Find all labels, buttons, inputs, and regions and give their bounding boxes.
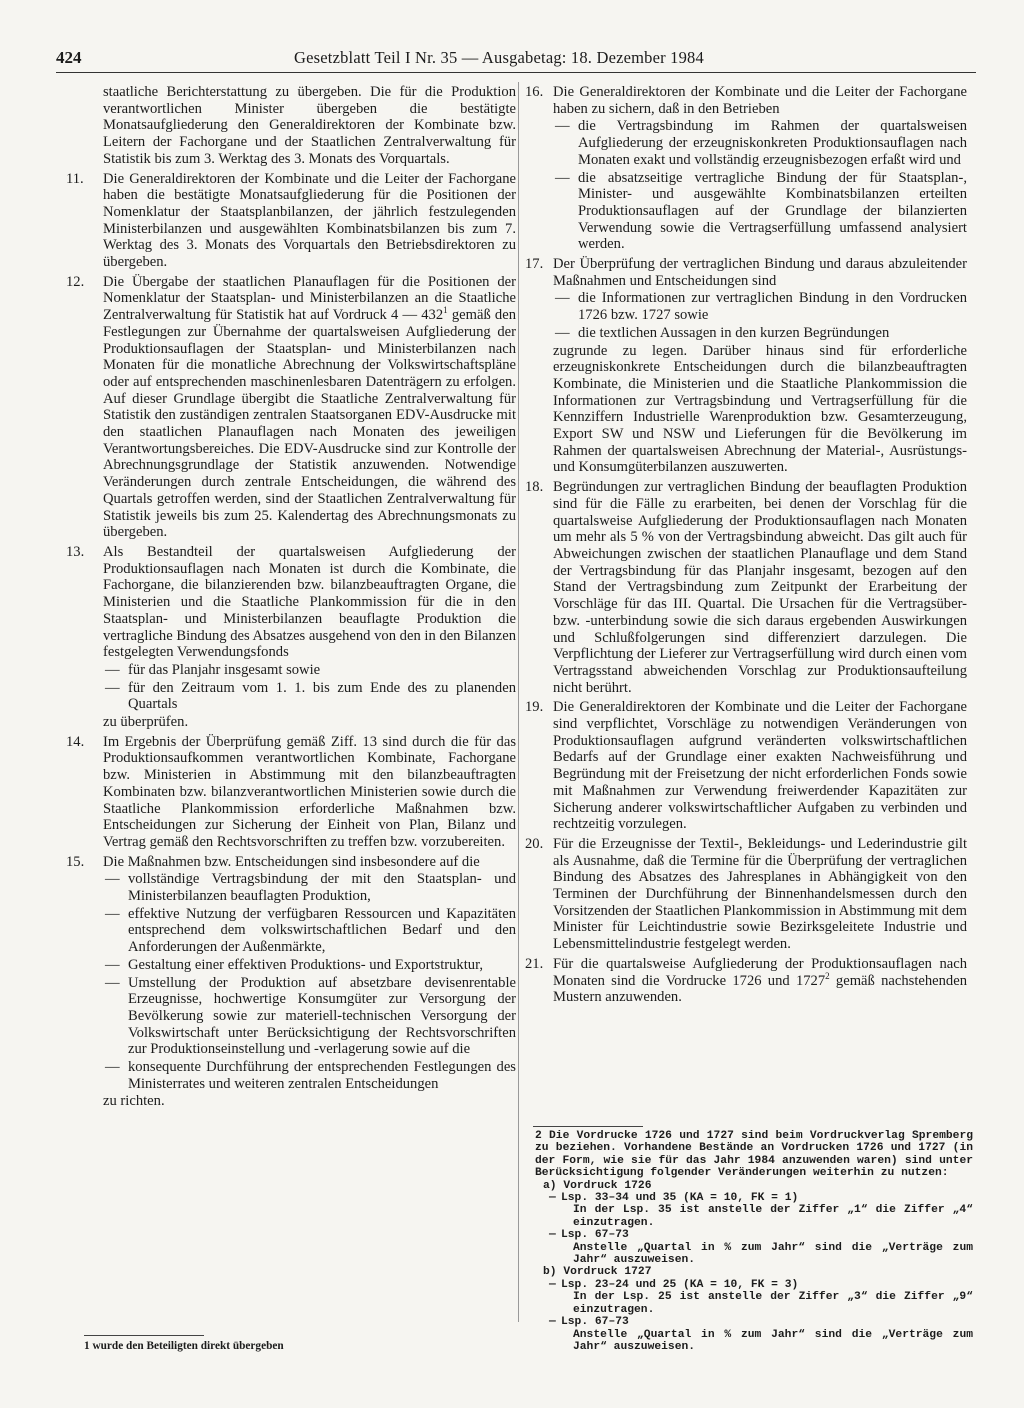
section-text: Die Generaldirektoren der Kombinate und die Leiter der Fachorgane haben die bestätigte Monatsaufgliederung für die Positionen der Nomenklatur der Staatsplanbilanzen, der jährlich festzulegenden Ministerbilanzen und ausgewählten Kombinatsbilanzen bis zum 7. Werktag des 3. Monats des Vorquartals den Betriebsdirektoren zu übergeben. bbox=[103, 170, 516, 271]
section-text: Die Übergabe der staatlichen Planauflagen für die Positionen der Nomenklatur der Staatsplan- und Ministerbilanzen an die Staatliche Zentralverwaltung für Statistik hat auf Vordruck 4 — 432 bbox=[103, 273, 516, 324]
section-number: 13. bbox=[66, 543, 85, 560]
dash-item: — für den Zeitraum vom 1. 1. bis zum Ende des zu planenden Quartals bbox=[103, 680, 516, 713]
section-text: Für die quartalsweise Aufgliederung der Produktionsauflagen nach Monaten sind die Vordrucke 1726 und 1727 bbox=[553, 955, 967, 989]
footnote-line-text: In der Lsp. 35 ist anstelle der Ziffer „1“ die Ziffer „4“ einzutragen. bbox=[573, 1204, 973, 1229]
section-number: 17. bbox=[525, 256, 544, 273]
page-number: 424 bbox=[56, 48, 82, 67]
section-number: 16. bbox=[525, 84, 544, 100]
footnote-ref-2: 2 bbox=[825, 970, 830, 981]
footnote-intro: 2 Die Vordrucke 1726 und 1727 sind beim Vordruckverlag Spremberg zu beziehen. Vorhandene Bestände an Vordrucken 1726 und 1727 (in der Form, wie sie für das Jahr 1984 anzuwenden waren) sind unter Berücksichtigung folgender Veränderungen weiterhin zu nutzen: bbox=[535, 1130, 973, 1180]
dash-item: — für das Planjahr insgesamt sowie bbox=[103, 662, 516, 679]
section-number: 20. bbox=[525, 835, 544, 852]
footnote-ref-1: 1 bbox=[443, 305, 448, 316]
dash-item: — Gestaltung einer effektiven Produktions- und Exportstruktur, bbox=[103, 957, 516, 974]
section-number: 15. bbox=[66, 853, 85, 870]
section-text: Als Bestandteil der quartalsweisen Aufgliederung der Produktionsauflagen nach Monaten ist durch die Kombinate, die Fachorgane, die bilanzierenden bzw. bilanzbeauftragten Organe, die Ministerien und die Staatliche Plankommission für die in den Staatsplan- und Ministerbilanzen beauflagte Produktion die vertragliche Bindung des Absatzes ausgehend von den in den Bilanzen festgelegten Verwendungsfonds bbox=[103, 543, 516, 661]
footnote-line-text: Anstelle „Quartal in % zum Jahr“ sind die „Verträge zum Jahr“ auszuweisen. bbox=[573, 1328, 973, 1353]
section-text: Die Generaldirektoren der Kombinate und die Leiter der Fachorgane sind verpflichtet, Vorschläge zu notwendigen Veränderungen von Produktionsauflagen aufgrund veränderten volkswirtschaftlichen Bedarfs auf der Grundlage einer exakten Nachweisführung und Begründung mit der Freisetzung der nicht erforderlichen Fonds sowie mit Maßnahmen zur Verwendung freiwerdender Kapazitäten zur Sicherung anderer volkswirtschaftlicher Aufgaben zu verbinden und rechtzeitig vorzulegen. bbox=[553, 699, 967, 833]
column-divider bbox=[518, 82, 519, 1322]
section-closing: zugrunde zu legen. Darüber hinaus sind für erforderliche erzeugniskonkrete Entscheidungen durch die bilanzbeauftragten Kombinate, die Ministerien und die Staatliche Plankommission die Informationen zur Vertragsbindung und Vertragserfüllung für die Kennziffern Industrielle Warenproduktion bzw. Gesamterzeugung, Export SW und NSW und Lieferungen für die Bevölkerung im Rahmen der quartalsweisen Abrechnung der Material-, Ausrüstungs- und Konsumgüterbilanzen auszuwerten. bbox=[553, 342, 967, 476]
footnote-line-text: Anstelle „Quartal in % zum Jahr“ sind die „Verträge zum Jahr“ auszuweisen. bbox=[573, 1241, 973, 1267]
footnote-label-a: a) Vordruck 1726 bbox=[543, 1179, 652, 1192]
section-15 bbox=[66, 854, 516, 1111]
section-20 bbox=[523, 836, 967, 953]
section-closing: zu richten. bbox=[103, 1093, 165, 1110]
dash-item: — vollständige Vertragsbindung der mit den Staatsplan- und Ministerbilanzen beauflagten Produktion, bbox=[103, 871, 516, 904]
right-column bbox=[523, 84, 967, 1006]
continued-paragraph: staatliche Berichterstattung zu übergeben. Die für die Produktion verantwortlichen Minister übergeben die bestätigte Monatsaufgliederung den Generaldirektoren der Kombinate bzw. Leitern der Fachorgane und der Staatlichen Zentralverwaltung für Statistik bis zum 3. Werktag des 3. Monats des Vorquartals. bbox=[103, 84, 516, 167]
footnote-line: — Lsp. 67–73 bbox=[535, 1316, 973, 1328]
dash-item: — die Informationen zur vertraglichen Bindung in den Vordrucken 1726 bzw. 1727 sowie bbox=[553, 290, 967, 323]
section-closing: zu überprüfen. bbox=[103, 714, 189, 731]
section-21 bbox=[523, 956, 967, 1006]
section-text: Die Maßnahmen bzw. Entscheidungen sind insbesondere auf die bbox=[103, 853, 480, 870]
section-number: 18. bbox=[525, 479, 544, 496]
footnote-line: — Lsp. 23–24 und 25 (KA = 10, FK = 3) bbox=[535, 1279, 973, 1291]
section-11 bbox=[66, 171, 516, 271]
left-column bbox=[66, 84, 516, 1111]
section-number: 12. bbox=[66, 273, 85, 290]
header-rule bbox=[56, 72, 976, 73]
section-text: Begründungen zur vertraglichen Bindung der beauflagten Produktion sind für die Fälle zu erarbeiten, bei denen der Vorschlag für die quartalsweise Aufgliederung der Produktionsauflagen nach Monaten um mehr als 5 % von der Vertragsbindung abweicht. Das gilt auch für Abweichungen zwischen der staatlichen Planauflage und dem Stand der Vertragsbindung für das Planjahr insgesamt, bezogen auf den Stand der Vertragsbindung zum Zeitpunkt der Erarbeitung der Vorschläge für das III. Quartal. Die Ursachen für die Vertragsüber- bzw. -unterbindung sowie die sich daraus ergebenden Auswirkungen und Schlußfolgerungen sind differenziert darzulegen. Die Verpflichtung der Lieferer zur Vertragserfüllung wird durch einen vom Vertragsstand abweichenden Vorschlag zur Produktionsaufteilung nicht berührt. bbox=[553, 479, 967, 696]
section-text: Der Überprüfung der vertraglichen Bindung und daraus abzuleitender Maßnahmen und Entscheidungen sind bbox=[553, 256, 967, 289]
section-number: 19. bbox=[525, 699, 544, 716]
section-number: 11. bbox=[66, 170, 84, 187]
dash-item: — Umstellung der Produktion auf absetzbare devisenrentable Erzeugnisse, hochwertige Konsumgüter zur Versorgung der Bevölkerung sowie zur materiell-technischen Versorgung der Volkswirtschaft unter Berücksichtigung der Rechtsvorschriften zur Produktionseinstellung und -verlagerung sowie auf die bbox=[103, 975, 516, 1059]
section-text: Im Ergebnis der Überprüfung gemäß Ziff. 13 sind durch die für das Produktionsaufkommen verantwortlichen Kombinate, Fachorgane bzw. Ministerien in Abstimmung mit den bilanzbeauftragten Kombinaten bzw. bilanzverantwortlichen Ministerien sowie durch die Staatliche Plankommission erforderliche Maßnahmen bzw. Entscheidungen zur Sicherung der Einheit von Plan, Bilanz und Vertrag gemäß den Rechtsvorschriften zu treffen bzw. vorzubereiten. bbox=[103, 733, 516, 850]
section-text-cont: gemäß den Festlegungen zur Übernahme der quartalsweisen Aufgliederung der Produktionsauflagen der Staatsplan- und Ministerbilanzen nach Monaten für die monatliche Abrechnung der Volkswirtschaftspläne oder auf entsprechenden maschinenlesbaren Datenträgern zu erfolgen. Auf dieser Grundlage übergibt die Staatliche Zentralverwaltung für Statistik den zuständigen zentralen Staatsorganen EDV-Ausdrucke mit den staatlichen Planauflagen nach Monaten des jeweiligen Verantwortungsbereiches. Die EDV-Ausdrucke sind zur Kontrolle der Abrechnungsgrundlage der Statistik anzuwenden. Notwendige Veränderungen durch zentrale Entscheidungen, die während des Quartals getroffen werden, sind der Staatlichen Zentralverwaltung für Statistik jeweils bis zum 25. Kalendertag des Abrechnungsmonats zu übergeben. bbox=[103, 307, 516, 541]
footnote-rule-left bbox=[84, 1335, 204, 1336]
section-text-cont: gemäß nachstehenden Mustern anzuwenden. bbox=[553, 972, 967, 1006]
dash-item: — die Vertragsbindung im Rahmen der quartalsweisen Aufgliederung der erzeugniskonkreten Produktionsauflagen nach Monaten exakt und vollständig erzeugnisbezogen erfaßt wird und bbox=[553, 118, 967, 168]
footnote-line: — Lsp. 33–34 und 35 (KA = 10, FK = 1) bbox=[535, 1192, 973, 1204]
footnote-1: 1 wurde den Beteiligten direkt übergeben bbox=[84, 1340, 284, 1352]
section-18 bbox=[523, 479, 967, 696]
footnote-line: — Lsp. 67–73 bbox=[535, 1229, 973, 1241]
section-text: Die Generaldirektoren der Kombinate und die Leiter der Fachorgane haben zu sichern, daß in den Betrieben bbox=[553, 84, 967, 117]
section-12 bbox=[66, 274, 516, 541]
section-14 bbox=[66, 734, 516, 851]
section-text: Für die Erzeugnisse der Textil-, Bekleidungs- und Lederindustrie gilt als Ausnahme, daß die Termine für die Überprüfung der vertraglichen Bindung des Absatzes des Jahresplanes in Abhängigkeit von den Terminen der Durchführung der Binnenhandelsmessen durch den Vorsitzenden der Staatlichen Plankommission in Abstimmung mit dem Minister für Leichtindustrie sowie Bezirksgeleitete Industrie und Lebensmittelindustrie festgelegt werden. bbox=[553, 835, 967, 953]
footnote-label-b: b) Vordruck 1727 bbox=[543, 1266, 652, 1279]
dash-item: — konsequente Durchführung der entsprechenden Festlegungen des Ministerrates und weiteren zentralen Entscheidungen bbox=[103, 1059, 516, 1092]
section-13 bbox=[66, 544, 516, 731]
dash-item: — effektive Nutzung der verfügbaren Ressourcen und Kapazitäten entsprechend dem volkswirtschaftlichen Bedarf und den Anforderungen der Außenmärkte, bbox=[103, 906, 516, 956]
dash-item: — die absatzseitige vertragliche Bindung der für Staatsplan-, Minister- und ausgewählte Kombinatsbilanzen erteilten Produktionsauflagen auf der Grundlage der bilanzierten Verwendung sowie die Vertragserfüllung umfassend analysiert werden. bbox=[553, 170, 967, 254]
section-16 bbox=[523, 84, 967, 253]
section-number: 14. bbox=[66, 733, 85, 750]
section-19 bbox=[523, 699, 967, 833]
footnote-2 bbox=[535, 1130, 973, 1353]
running-head: Gesetzblatt Teil I Nr. 35 — Ausgabetag: 18. Dezember 1984 bbox=[294, 48, 704, 67]
dash-item: — die textlichen Aussagen in den kurzen Begründungen bbox=[553, 325, 967, 342]
footnote-rule-right bbox=[533, 1126, 643, 1127]
section-17 bbox=[523, 256, 967, 476]
section-number: 21. bbox=[525, 955, 544, 972]
footnote-line-text: In der Lsp. 25 ist anstelle der Ziffer „3“ die Ziffer „9“ einzutragen. bbox=[573, 1291, 973, 1316]
page-header bbox=[56, 46, 976, 72]
